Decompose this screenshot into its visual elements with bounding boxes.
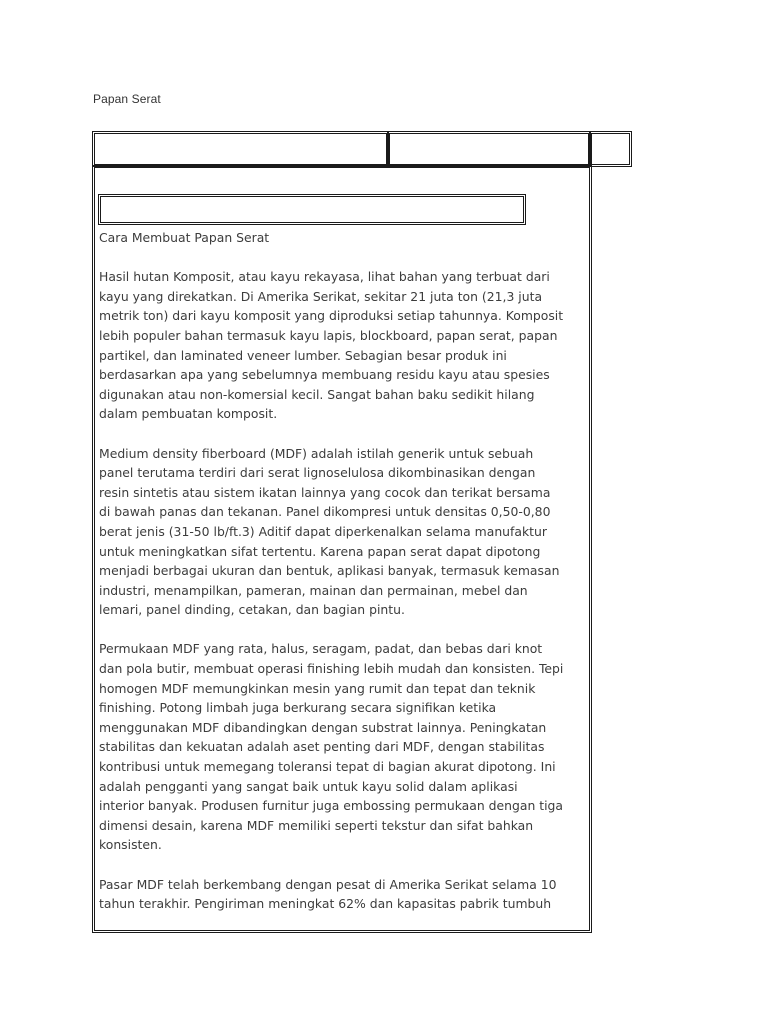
article-heading: Cara Membuat Papan Serat bbox=[99, 230, 270, 245]
article-body bbox=[99, 228, 587, 933]
table-header-cell-3 bbox=[589, 131, 632, 167]
table-header-cell-2 bbox=[387, 131, 591, 167]
article-paragraph-4: Pasar MDF telah berkembang dengan pesat di Amerika Serikat selama 10 tahun terakhir. Pengiriman meningkat 62% dan kapasitas pabrik tumbuh bbox=[99, 876, 557, 912]
empty-inner-box bbox=[98, 194, 526, 225]
table-header-cell-1 bbox=[92, 131, 389, 167]
document-title: Papan Serat bbox=[93, 92, 161, 106]
article-paragraph-3: Permukaan MDF yang rata, halus, seragam, padat, dan bebas dari knot dan pola butir, membuat operasi finishing lebih mudah dan konsisten. Tepi homogen MDF memungkinkan mesin yang rumit dan tepat dan teknik finishing. Potong limbah juga berkurang secara signifikan ketika menggunakan MDF dibandingkan dengan substrat lainnya. Peningkatan stabilitas dan kekuatan adalah aset penting dari MDF, dengan stabilitas kontribusi untuk memegang toleransi tepat di bagian akurat dipotong. Ini adalah pengganti yang sangat baik untuk kayu solid dalam aplikasi interior banyak. Produsen furnitur juga embossing permukaan dengan tiga dimensi desain, karena MDF memiliki seperti tekstur dan sifat bahkan konsisten. bbox=[99, 641, 564, 853]
article-paragraph-2: Medium density fiberboard (MDF) adalah istilah generik untuk sebuah panel terutama terdiri dari serat lignoselulosa dikombinasikan dengan resin sintetis atau sistem ikatan lainnya yang cocok dan terikat bersama di bawah panas dan tekanan. Panel dikompresi untuk densitas 0,50-0,80 berat jenis (31-50 lb/ft.3) Aditif dapat diperkenalkan selama manufaktur untuk meningkatkan sifat tertentu. Karena papan serat dapat dipotong menjadi berbagai ukuran dan bentuk, aplikasi banyak, termasuk kemasan industri, menampilkan, pameran, mainan dan permainan, mebel dan lemari, panel dinding, cetakan, dan bagian pintu. bbox=[99, 445, 560, 618]
article-paragraph-1: Hasil hutan Komposit, atau kayu rekayasa, lihat bahan yang terbuat dari kayu yang direkatkan. Di Amerika Serikat, sekitar 21 juta ton (21,3 juta metrik ton) dari kayu komposit yang diproduksi setiap tahunnya. Komposit lebih populer bahan termasuk kayu lapis, blockboard, papan serat, papan partikel, dan laminated veneer lumber. Sebagian besar produk ini berdasarkan apa yang sebelumnya membuang residu kayu atau spesies digunakan atau non-komersial kecil. Sangat bahan baku sedikit hilang dalam pembuatan komposit. bbox=[99, 269, 564, 422]
